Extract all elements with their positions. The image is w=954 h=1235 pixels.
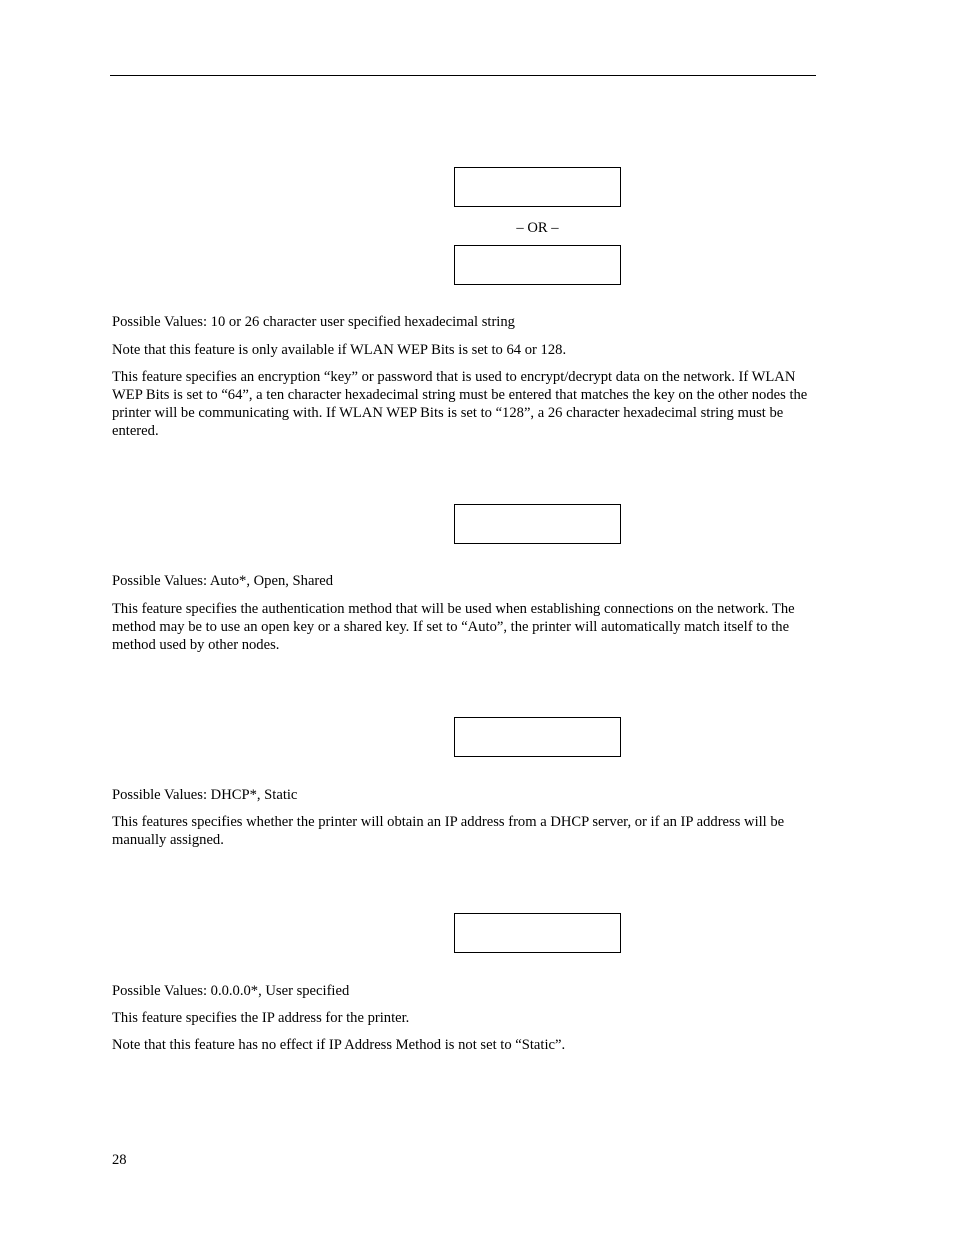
- lcd-display-ip-address: [454, 913, 621, 953]
- ip-method-description: This features specifies whether the printer will obtain an IP address from a DHCP server, or if an IP address will be manually assigned.: [112, 814, 785, 848]
- ip-address-possible-values: Possible Values: 0.0.0.0*, User specified: [112, 983, 350, 999]
- authentication-description: This feature specifies the authentication method that will be used when establishing connections on the network. The method may be to use an open key or a shared key. If set to “Auto”, the printer will automatically match itself to the method used by other nodes.: [112, 601, 795, 653]
- ip-address-note: Note that this feature has no effect if IP Address Method is not set to “Static”.: [112, 1037, 566, 1053]
- lcd-display-ip-address-method: [454, 717, 621, 757]
- wep-key-possible-values: Possible Values: 10 or 26 character user specified hexadecimal string: [112, 314, 515, 330]
- or-separator: – OR –: [516, 220, 559, 236]
- lcd-display-wep-key-64: [454, 167, 621, 207]
- lcd-display-wep-key-128: [454, 245, 621, 285]
- wep-key-description: This feature specifies an encryption “key” or password that is used to encrypt/decrypt data on the network. If WLAN WEP Bits is set to “64”, a ten character hexadecimal string must be entered that matches the key on the other nodes the printer will be communicating with. If WLAN WEP Bits is set to “128”, a 26 character hexadecimal string must be entered.: [112, 369, 808, 439]
- authentication-possible-values: Possible Values: Auto*, Open, Shared: [112, 573, 334, 589]
- wep-key-note: Note that this feature is only available if WLAN WEP Bits is set to 64 or 128.: [112, 342, 567, 358]
- ip-method-possible-values: Possible Values: DHCP*, Static: [112, 787, 298, 803]
- header-rule: [110, 75, 816, 76]
- ip-address-description: This feature specifies the IP address for the printer.: [112, 1010, 410, 1026]
- page-number: 28: [112, 1152, 127, 1168]
- lcd-display-authentication: [454, 504, 621, 544]
